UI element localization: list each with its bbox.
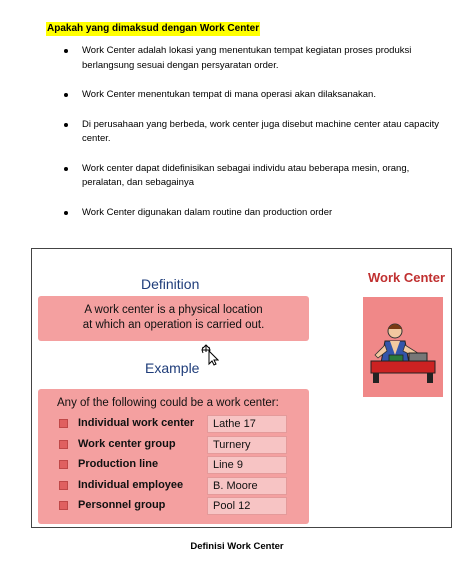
bullet-text: Work center dapat didefinisikan sebagai individu atau beberapa mesin, orang, peralatan, dan sebagainya: [82, 162, 410, 188]
checkbox-icon: [59, 481, 68, 490]
bullet-icon: [64, 49, 68, 53]
example-row: [57, 477, 297, 495]
slide-image: [31, 248, 452, 528]
bullet-text: Work Center adalah lokasi yang menentukan tempat kegiatan proses produksi berlangsung sesuai dengan persyaratan order.: [82, 45, 412, 71]
example-row: [57, 497, 297, 515]
bullet-icon: [64, 93, 68, 97]
row-value: B. Moore: [207, 477, 287, 495]
bullet-text: Di perusahaan yang berbeda, work center juga disebut machine center atau capacity center.: [82, 118, 439, 144]
row-label: Production line: [78, 458, 159, 470]
definition-line: at which an operation is carried out.: [82, 319, 265, 331]
bullet-item: [60, 206, 450, 221]
example-row: [57, 436, 297, 454]
bullet-item: [60, 88, 450, 103]
bullet-icon: [64, 167, 68, 171]
bullet-icon: [64, 211, 68, 215]
row-label: Individual work center: [78, 417, 195, 429]
work-center-title: Work Center: [368, 270, 446, 285]
bullet-text: Work Center digunakan dalam routine dan production order: [82, 206, 333, 218]
row-label: Work center group: [78, 438, 176, 450]
example-title: Example: [145, 360, 200, 376]
definition-title: Definition: [141, 276, 200, 292]
row-label: Personnel group: [78, 499, 166, 511]
definition-text: [38, 303, 309, 333]
row-value: Pool 12: [207, 497, 287, 515]
row-label: Individual employee: [78, 479, 184, 491]
definition-box: [38, 296, 309, 341]
row-value: Lathe 17: [207, 415, 287, 433]
bullet-item: [60, 44, 450, 73]
checkbox-icon: [59, 419, 68, 428]
checkbox-icon: [59, 501, 68, 510]
example-row: [57, 415, 297, 433]
checkbox-icon: [59, 440, 68, 449]
bullet-icon: [64, 123, 68, 127]
bullet-item: [60, 162, 450, 191]
bullet-list: [60, 44, 450, 235]
definition-line: A work center is a physical location: [84, 304, 263, 316]
bullet-item: [60, 118, 450, 147]
bullet-text: Work Center menentukan tempat di mana operasi akan dilaksanakan.: [82, 89, 376, 100]
figure-caption: Definisi Work Center: [190, 541, 284, 552]
example-row: [57, 456, 297, 474]
example-intro: Any of the following could be a work center:: [57, 397, 279, 409]
row-value: Turnery: [207, 436, 287, 454]
row-value: Line 9: [207, 456, 287, 474]
page-heading: Apakah yang dimaksud dengan Work Center: [47, 23, 260, 34]
move-cursor-icon: [201, 344, 219, 366]
checkbox-icon: [59, 460, 68, 469]
work-center-illustration: [363, 297, 443, 397]
worker-at-machine-icon: [363, 297, 443, 397]
